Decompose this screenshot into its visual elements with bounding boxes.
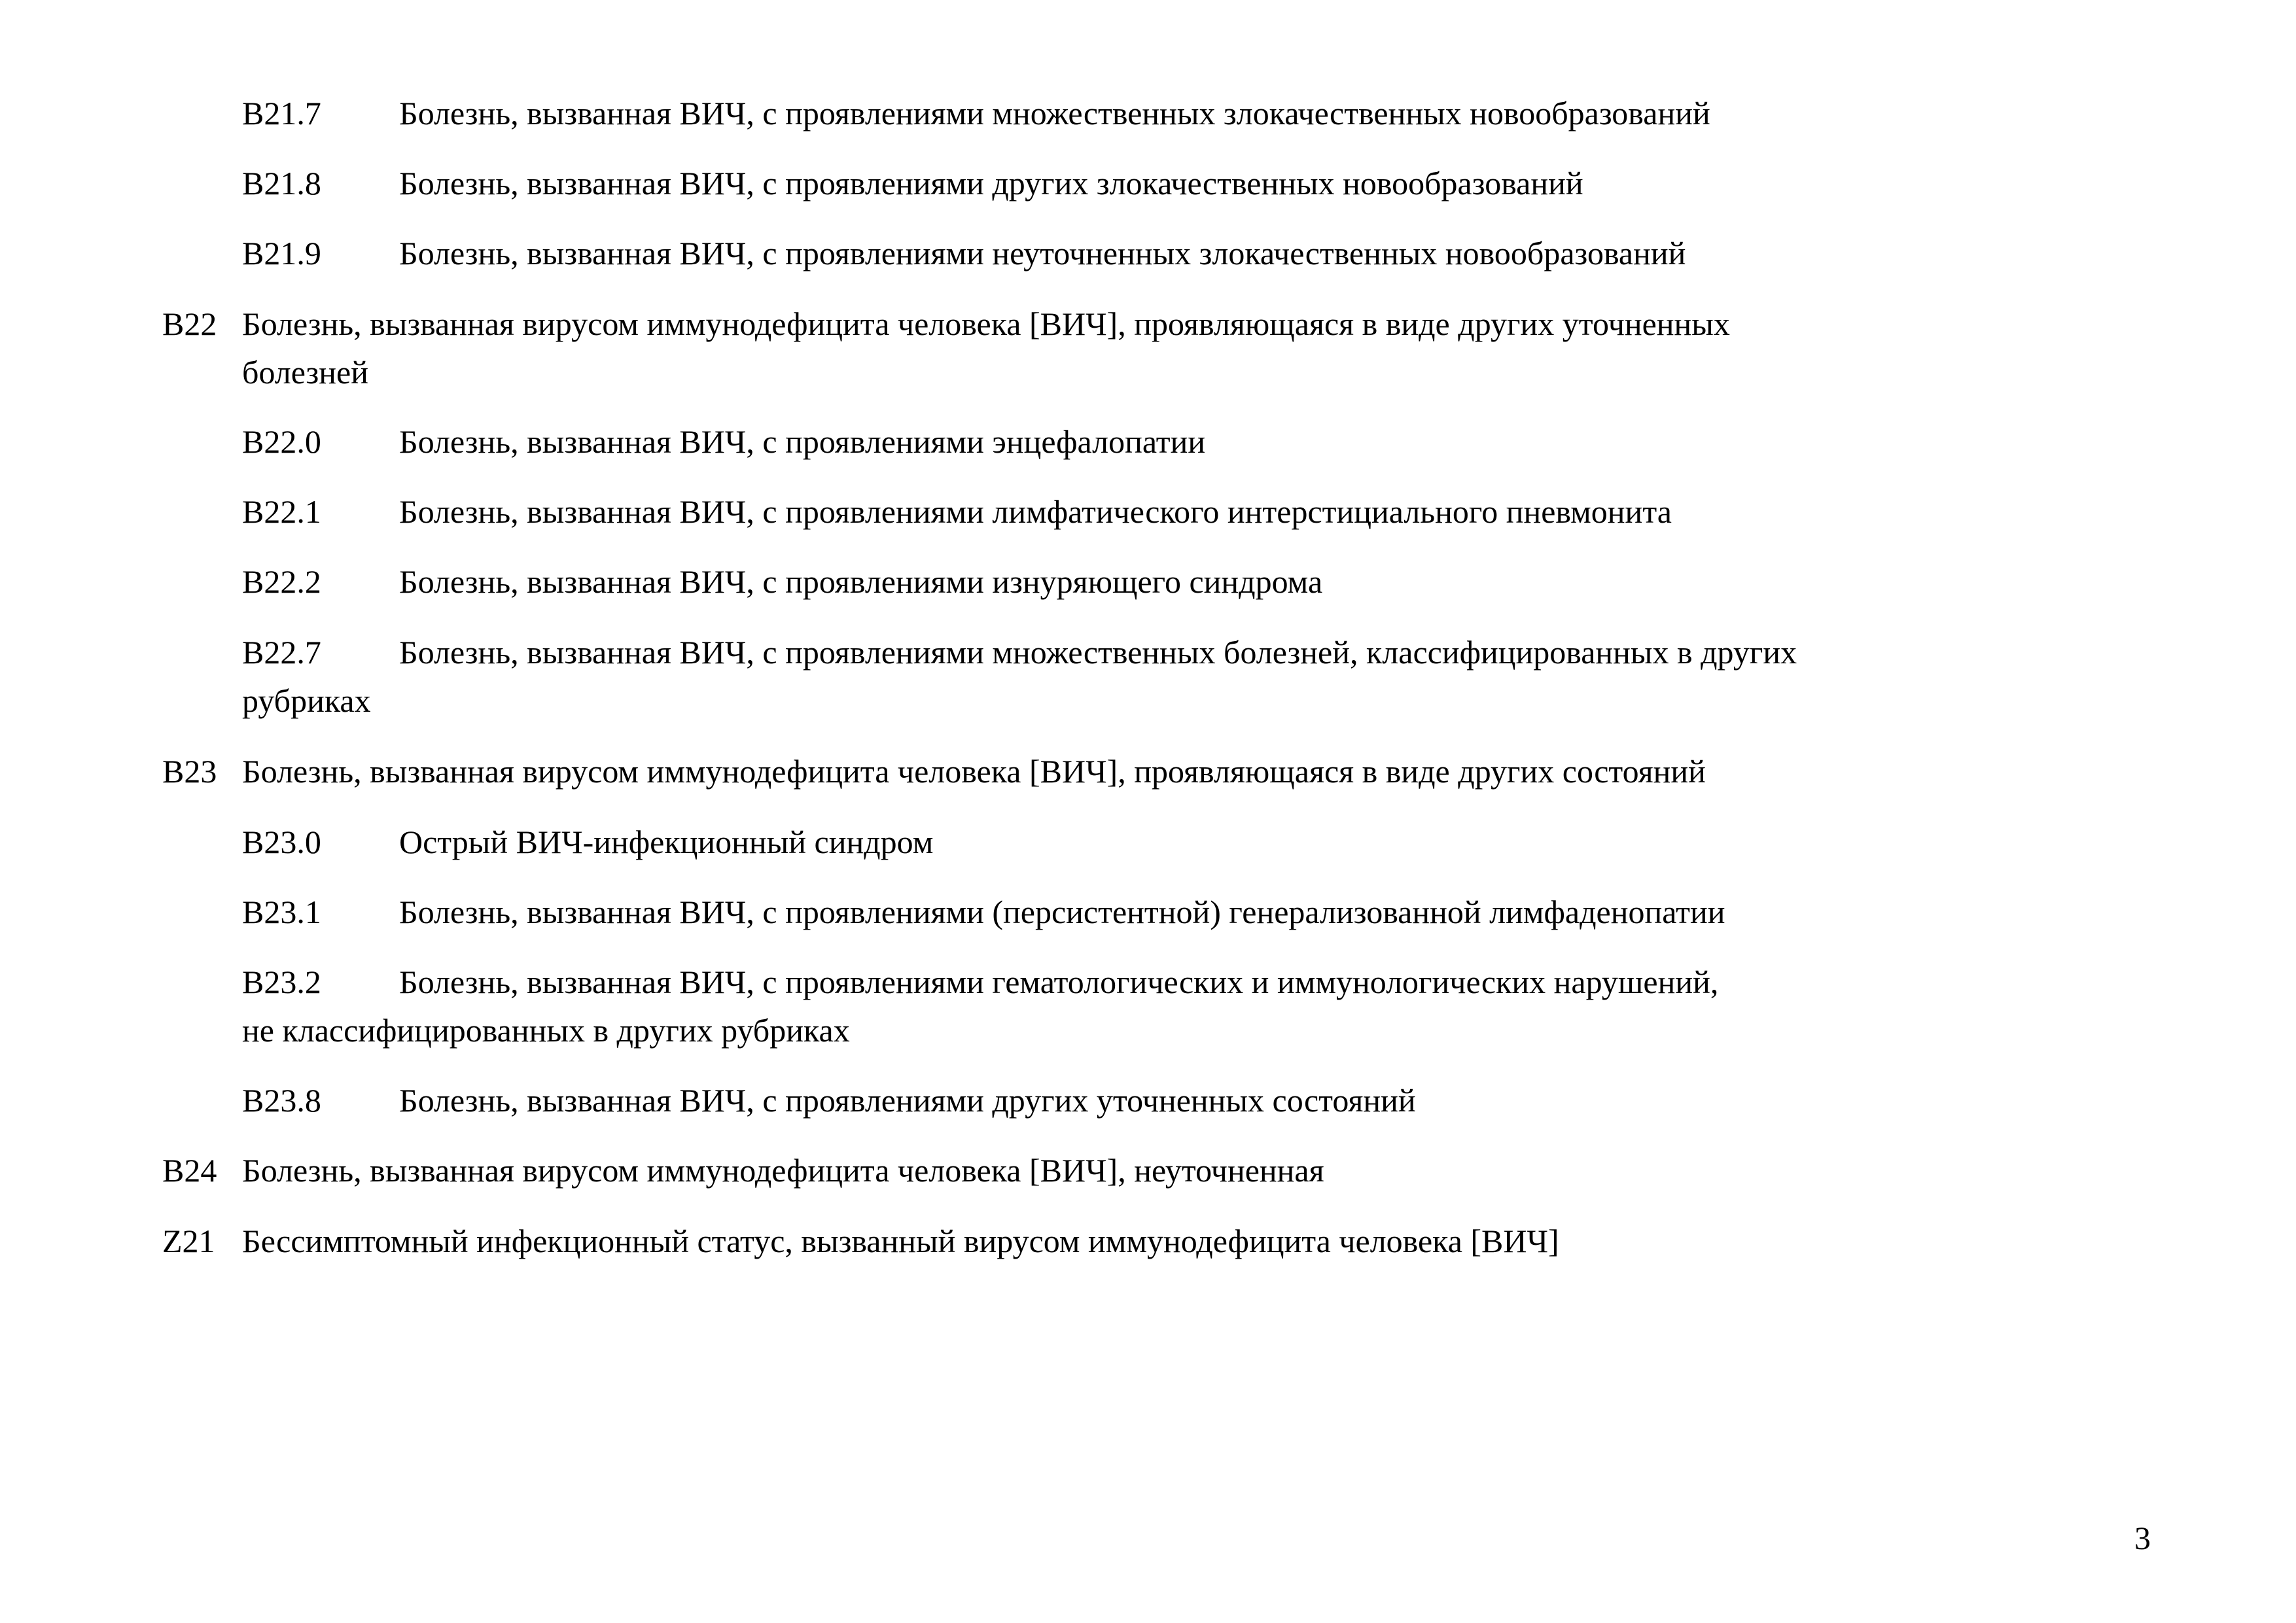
- entry-code: B21.7: [242, 95, 321, 131]
- entry-text: Болезнь, вызванная ВИЧ, с проявлениями неуточненных злокачественных новообразований: [399, 235, 1686, 271]
- entry-code: B22.0: [242, 423, 321, 460]
- entry-text-continuation: не классифицированных в других рубриках: [242, 1012, 850, 1049]
- entry-code: Z21: [162, 1223, 215, 1259]
- entry-code: B21.8: [242, 165, 321, 201]
- entry-text: Бессимптомный инфекционный статус, вызванный вирусом иммунодефицита человека [ВИЧ]: [242, 1223, 1559, 1259]
- entry-code: B22.2: [242, 563, 321, 600]
- entry-text-continuation: болезней: [242, 354, 368, 391]
- entry-text: Болезнь, вызванная ВИЧ, с проявлениями (персистентной) генерализованной лимфаденопатии: [399, 894, 1725, 930]
- entry-text-continuation: рубриках: [242, 682, 371, 719]
- entry-code: B24: [162, 1152, 217, 1189]
- entry-text: Болезнь, вызванная вирусом иммунодефицита человека [ВИЧ], проявляющаяся в виде других уточненных: [242, 305, 1730, 342]
- entry-code: B22: [162, 305, 217, 342]
- entry-code: B23.0: [242, 824, 321, 860]
- entry-text: Болезнь, вызванная ВИЧ, с проявлениями других злокачественных новообразований: [399, 165, 1583, 201]
- entry-text: Болезнь, вызванная ВИЧ, с проявлениями изнуряющего синдрома: [399, 563, 1323, 600]
- entry-text: Болезнь, вызванная ВИЧ, с проявлениями энцефалопатии: [399, 423, 1206, 460]
- entry-text: Болезнь, вызванная вирусом иммунодефицита человека [ВИЧ], проявляющаяся в виде других состояний: [242, 753, 1706, 790]
- entry-code: B23.2: [242, 964, 321, 1000]
- entry-text: Болезнь, вызванная ВИЧ, с проявлениями гематологических и иммунологических нарушений,: [399, 964, 1719, 1000]
- entry-code: B21.9: [242, 235, 321, 271]
- entry-text: Болезнь, вызванная ВИЧ, с проявлениями множественных злокачественных новообразований: [399, 95, 1710, 131]
- entry-text: Острый ВИЧ-инфекционный синдром: [399, 824, 934, 860]
- entry-text: Болезнь, вызванная ВИЧ, с проявлениями других уточненных состояний: [399, 1082, 1416, 1119]
- entry-code: B22.7: [242, 634, 321, 671]
- entry-text: Болезнь, вызванная вирусом иммунодефицита человека [ВИЧ], неуточненная: [242, 1152, 1324, 1189]
- entry-code: B23.8: [242, 1082, 321, 1119]
- page-number: 3: [2134, 1520, 2151, 1556]
- entry-code: B22.1: [242, 493, 321, 530]
- entry-text: Болезнь, вызванная ВИЧ, с проявлениями лимфатического интерстициального пневмонита: [399, 493, 1672, 530]
- entry-code: B23.1: [242, 894, 321, 930]
- entry-text: Болезнь, вызванная ВИЧ, с проявлениями множественных болезней, классифицированных в других: [399, 634, 1797, 671]
- entry-code: B23: [162, 753, 217, 790]
